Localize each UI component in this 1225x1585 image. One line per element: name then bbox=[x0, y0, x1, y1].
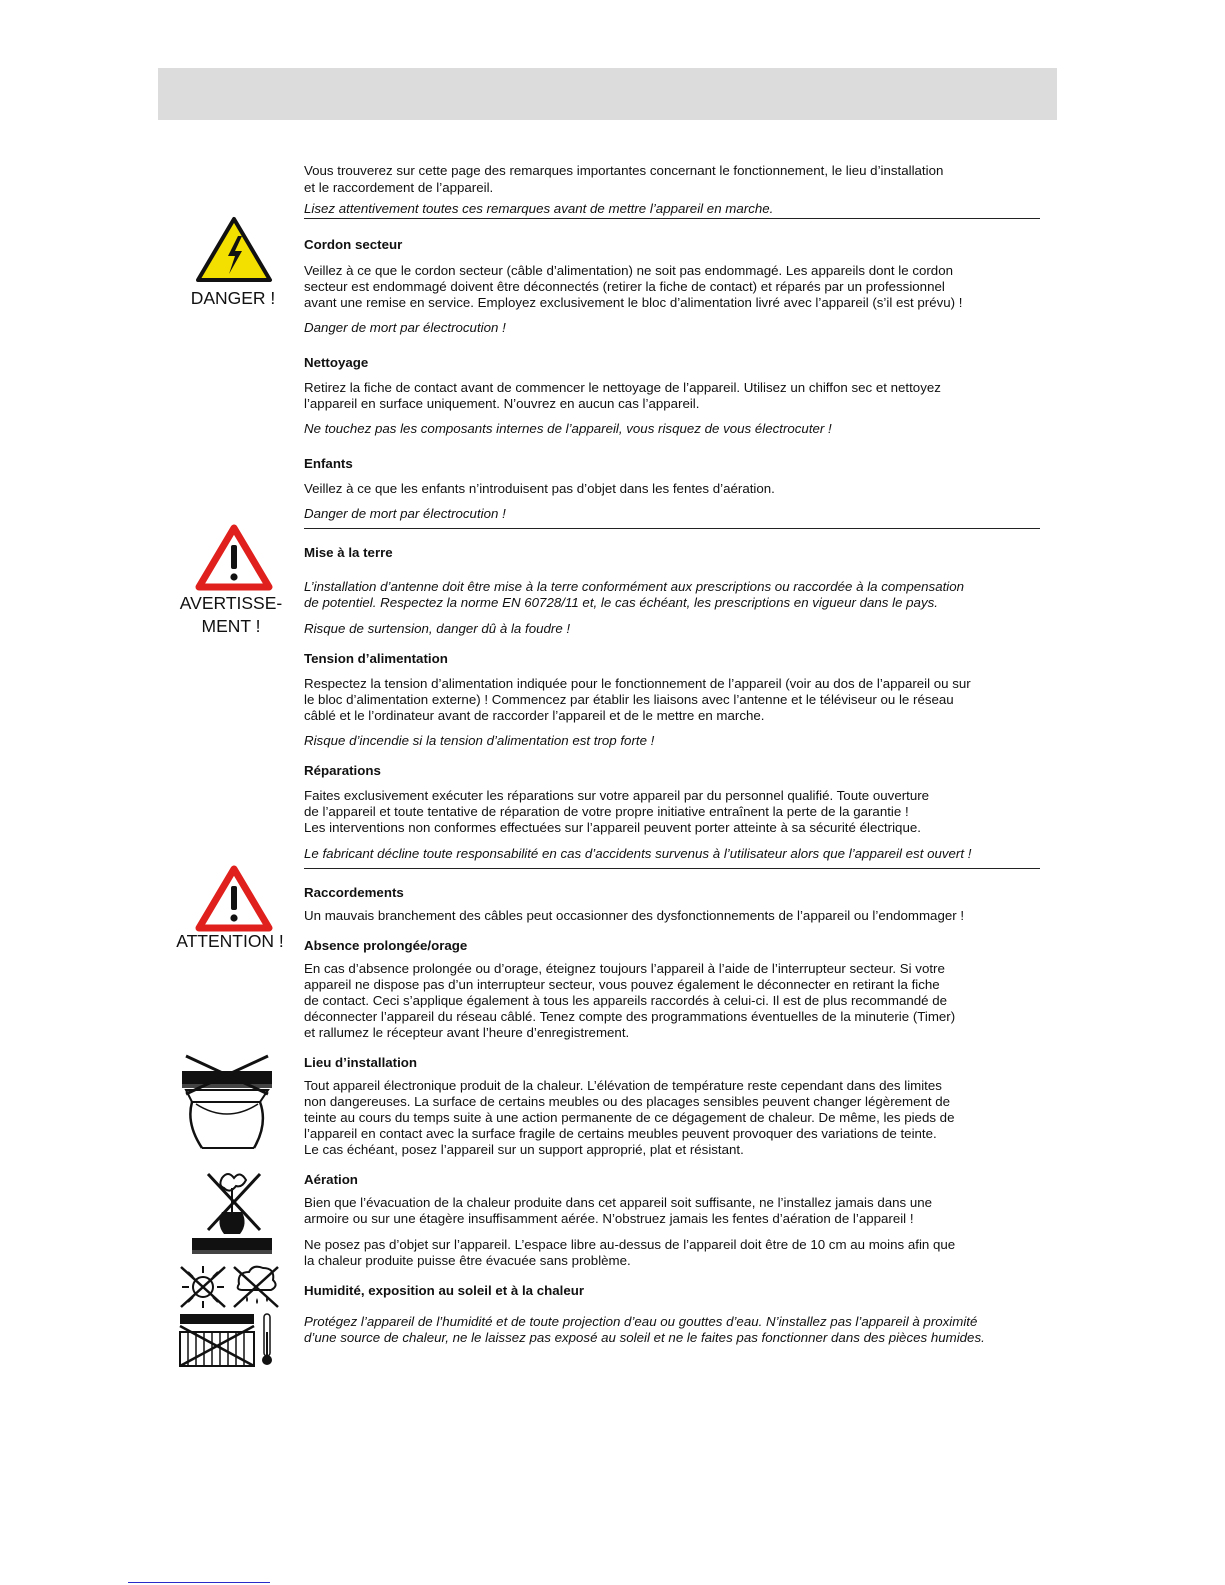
intro-note: Lisez attentivement toutes ces remarques avant de mettre l’appareil en marche. bbox=[304, 201, 774, 216]
divider bbox=[304, 528, 1040, 529]
aeration-line-2: armoire ou sur une étagère insuffisamment aérée. N’obstruez jamais les fentes d’aération de l’appareil ! bbox=[304, 1211, 914, 1226]
reparations-line-3: Les interventions non conformes effectuées sur l’appareil peuvent porter atteinte à sa sécurité électrique. bbox=[304, 820, 921, 835]
section-title-reparations: Réparations bbox=[304, 763, 381, 778]
tension-line-2: le bloc d’alimentation externe) ! Commencez par établir les liaisons avec l’antenne et le téléviseur ou le réseau bbox=[304, 692, 954, 707]
aeration-line-3: Ne posez pas d’objet sur l’appareil. L’espace libre au-dessus de l’appareil doit être de 10 cm au moins afin que bbox=[304, 1237, 956, 1252]
nettoyage-line-1: Retirez la fiche de contact avant de commencer le nettoyage de l’appareil. Utilisez un chiffon sec et nettoyez bbox=[304, 380, 941, 395]
tension-line-1: Respectez la tension d’alimentation indiquée pour le fonctionnement de l’appareil (voir au dos de l’appareil ou sur bbox=[304, 676, 971, 691]
warning-label-line-2: MENT ! bbox=[201, 616, 261, 636]
divider bbox=[304, 218, 1040, 219]
reparations-line-1: Faites exclusivement exécuter les réparations sur votre appareil par du personnel qualifié. Toute ouverture bbox=[304, 788, 930, 803]
humidite-line-2: d’une source de chaleur, ne le laissez pas exposé au soleil et ne le faites pas fonctionner dans des pièces humides. bbox=[304, 1330, 985, 1345]
lieu-line-4: l’appareil en contact avec la surface fragile de certains meubles peuvent provoquer des variations de teinte. bbox=[304, 1126, 937, 1141]
humidite-line-1: Protégez l’appareil de l’humidité et de toute projection d’eau ou gouttes d’eau. N’installez pas l’appareil à proximité bbox=[304, 1314, 978, 1329]
absence-line-2: appareil ne dispose pas d’un interrupteur secteur, vous pouvez également le déconnecter en retirant la fiche bbox=[304, 977, 940, 992]
section-title-tension: Tension d’alimentation bbox=[304, 651, 448, 666]
absence-line-5: et rallumez le récepteur avant l’heure d’enregistrement. bbox=[304, 1025, 630, 1040]
aeration-line-1: Bien que l’évacuation de la chaleur produite dans cet appareil soit suffisante, ne l’installez jamais dans une bbox=[304, 1195, 933, 1210]
cordon-line-2: secteur est endommagé doivent être déconnectés (retirer la fiche de contact) et réparés par un professionnel bbox=[304, 279, 945, 294]
divider bbox=[304, 868, 1040, 869]
reparations-line-2: de l’appareil et toute tentative de réparation de votre propre initiative entraînent la perte de la garantie ! bbox=[304, 804, 909, 819]
cordon-line-1: Veillez à ce que le cordon secteur (câble d’alimentation) ne soit pas endommagé. Les appareils dont le cordon bbox=[304, 263, 953, 278]
lieu-line-2: non dangereuses. La surface de certains meubles ou des placages sensibles peuvent changer légèrement de bbox=[304, 1094, 951, 1109]
tension-line-3: câblé et le l’ordinateur avant de raccorder l’appareil et de le mettre en marche. bbox=[304, 708, 765, 723]
attention-triangle-icon bbox=[196, 866, 272, 932]
reparations-warning: Le fabricant décline toute responsabilité en cas d’accidents survenus à l’utilisateur alors que l’appareil est ouvert ! bbox=[304, 846, 972, 861]
absence-line-3: de contact. Ceci s’applique également à tous les appareils raccordés à celui-ci. Il est de plus recommandé de bbox=[304, 993, 948, 1008]
raccordements-line-1: Un mauvais branchement des câbles peut occasionner des dysfonctionnements de l’appareil ou l’endommager ! bbox=[304, 908, 965, 923]
danger-label: DANGER ! bbox=[190, 288, 276, 308]
section-title-aeration: Aération bbox=[304, 1172, 358, 1187]
absence-line-4: déconnecter l’appareil du réseau câblé. Tenez compte des programmations éventuelles de la minuterie (Timer) bbox=[304, 1009, 956, 1024]
terre-line-2: de potentiel. Respectez la norme EN 60728/11 et, le cas échéant, les prescriptions en vigueur dans le pays. bbox=[304, 595, 938, 610]
section-title-humidite: Humidité, exposition au soleil et à la chaleur bbox=[304, 1283, 585, 1298]
lieu-line-5: Le cas échéant, posez l’appareil sur un support approprié, plat et résistant. bbox=[304, 1142, 744, 1157]
terre-line-1: L’installation d’antenne doit être mise à la terre conformément aux prescriptions ou raccordée à la compensation bbox=[304, 579, 965, 594]
cordon-warning: Danger de mort par électrocution ! bbox=[304, 320, 506, 335]
nettoyage-warning: Ne touchez pas les composants internes de l’appareil, vous risquez de vous électrocuter ! bbox=[304, 421, 832, 436]
terre-warning: Risque de surtension, danger dû à la foudre ! bbox=[304, 621, 571, 636]
header-band bbox=[158, 68, 1057, 120]
thermometer-icon bbox=[260, 1312, 274, 1368]
section-title-raccordements: Raccordements bbox=[304, 885, 404, 900]
no-sun-icon bbox=[178, 1264, 228, 1310]
section-title-enfants: Enfants bbox=[304, 456, 353, 471]
no-water-icon bbox=[231, 1264, 281, 1310]
section-title-cordon: Cordon secteur bbox=[304, 237, 403, 252]
cordon-line-3: avant une remise en service. Employez exclusivement le bloc d’alimentation livré avec l’appareil (s’il est prévu) ! bbox=[304, 295, 963, 310]
intro-line-2: et le raccordement de l’appareil. bbox=[304, 180, 494, 195]
lieu-line-1: Tout appareil électronique produit de la chaleur. L’élévation de température reste cependant dans des limites bbox=[304, 1078, 942, 1093]
no-vase-icon bbox=[190, 1168, 274, 1266]
section-title-terre: Mise à la terre bbox=[304, 545, 393, 560]
aeration-line-4: la chaleur produite puisse être évacuée sans problème. bbox=[304, 1253, 631, 1268]
attention-label: ATTENTION ! bbox=[176, 931, 284, 951]
footer-link-underline bbox=[128, 1582, 270, 1583]
no-heater-icon bbox=[178, 1312, 256, 1368]
absence-line-1: En cas d’absence prolongée ou d’orage, éteignez toujours l’appareil à l’aide de l’interrupteur secteur. Si votre bbox=[304, 961, 945, 976]
tension-warning: Risque d’incendie si la tension d’alimentation est trop forte ! bbox=[304, 733, 655, 748]
section-title-absence: Absence prolongée/orage bbox=[304, 938, 468, 953]
intro-line-1: Vous trouverez sur cette page des remarques importantes concernant le fonctionnement, le lieu d’installation bbox=[304, 163, 944, 178]
lieu-line-3: teinte au cours du temps suite à une action permanente de ce dégagement de chaleur. De même, les pieds de bbox=[304, 1110, 955, 1125]
warning-label-line-1: AVERTISSE- bbox=[179, 593, 283, 613]
enfants-warning: Danger de mort par électrocution ! bbox=[304, 506, 506, 521]
nettoyage-line-2: l’appareil en surface uniquement. N’ouvrez en aucun cas l’appareil. bbox=[304, 396, 700, 411]
section-title-lieu: Lieu d’installation bbox=[304, 1055, 418, 1070]
enfants-line-1: Veillez à ce que les enfants n’introduisent pas d’objet dans les fentes d’aération. bbox=[304, 481, 775, 496]
high-voltage-icon bbox=[195, 216, 273, 284]
warning-triangle-icon bbox=[196, 525, 272, 591]
no-furniture-icon bbox=[180, 1054, 274, 1154]
section-title-nettoyage: Nettoyage bbox=[304, 355, 369, 370]
